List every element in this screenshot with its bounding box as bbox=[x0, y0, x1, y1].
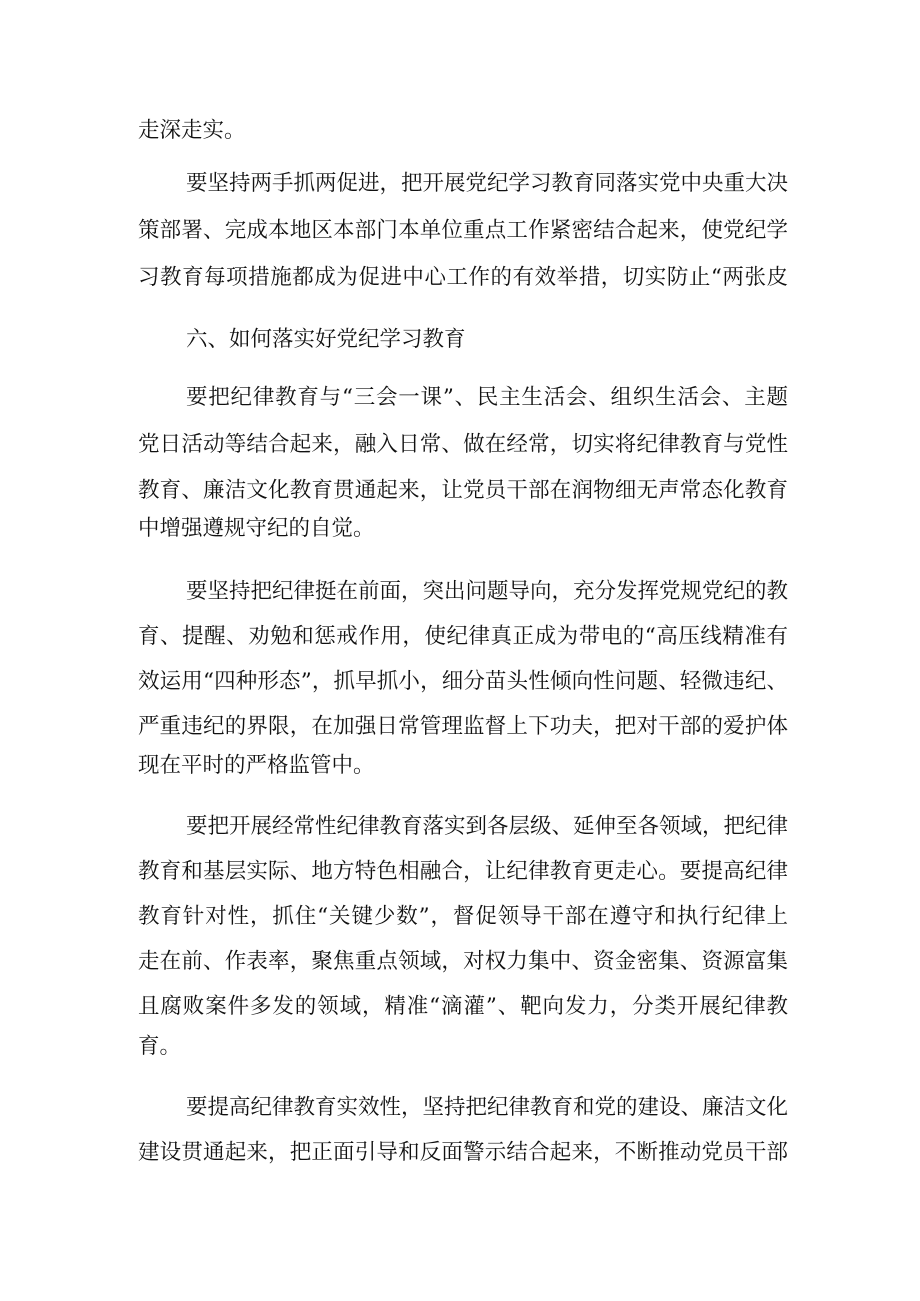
text-line: 现在平时的严格监管中。 bbox=[138, 753, 375, 778]
text-line: 且腐败案件多发的领域，精准“滴灌”、靶向发力，分类开展纪律教 bbox=[138, 994, 788, 1019]
section-heading: 六、如何落实好党纪学习教育 bbox=[186, 327, 466, 352]
text-line: 要把开展经常性纪律教育落实到各层级、延伸至各领域，把纪律 bbox=[186, 814, 788, 839]
text-line: 建设贯通起来，把正面引导和反面警示结合起来，不断推动党员干部 bbox=[138, 1140, 788, 1165]
text-line: 育。 bbox=[138, 1034, 182, 1059]
text-line: 走深走实。 bbox=[138, 118, 246, 143]
text-line: 要坚持两手抓两促进，把开展党纪学习教育同落实党中央重大决 bbox=[186, 171, 788, 196]
text-line: 习教育每项措施都成为促进中心工作的有效举措，切实防止“两张皮 bbox=[138, 265, 788, 290]
text-line: 教育针对性，抓住“关键少数”，督促领导干部在遵守和执行纪律上 bbox=[138, 904, 788, 929]
text-line: 要坚持把纪律挺在前面，突出问题导向，充分发挥党规党纪的教 bbox=[186, 579, 788, 604]
text-line: 严重违纪的界限，在加强日常管理监督上下功夫，把对干部的爱护体 bbox=[138, 714, 788, 739]
text-line: 教育和基层实际、地方特色相融合，让纪律教育更走心。要提高纪律 bbox=[138, 859, 788, 884]
text-line: 要把纪律教育与“三会一课”、民主生活会、组织生活会、主题 bbox=[186, 385, 788, 410]
text-line: 走在前、作表率，聚焦重点领域，对权力集中、资金密集、资源富集 bbox=[138, 949, 788, 974]
text-line: 策部署、完成本地区本部门本单位重点工作紧密结合起来，使党纪学 bbox=[138, 218, 788, 243]
text-line: 要提高纪律教育实效性，坚持把纪律教育和党的建设、廉洁文化 bbox=[186, 1095, 788, 1120]
text-line: 党日活动等结合起来，融入日常、做在经常，切实将纪律教育与党性 bbox=[138, 432, 788, 457]
text-line: 育、提醒、劝勉和惩戒作用，使纪律真正成为带电的“高压线精准有 bbox=[138, 624, 788, 649]
text-line: 中增强遵规守纪的自觉。 bbox=[138, 516, 375, 541]
text-line: 效运用“四种形态”，抓早抓小，细分苗头性倾向性问题、轻微违纪、 bbox=[138, 669, 788, 694]
text-line: 教育、廉洁文化教育贯通起来，让党员干部在润物细无声常态化教育 bbox=[138, 478, 788, 503]
